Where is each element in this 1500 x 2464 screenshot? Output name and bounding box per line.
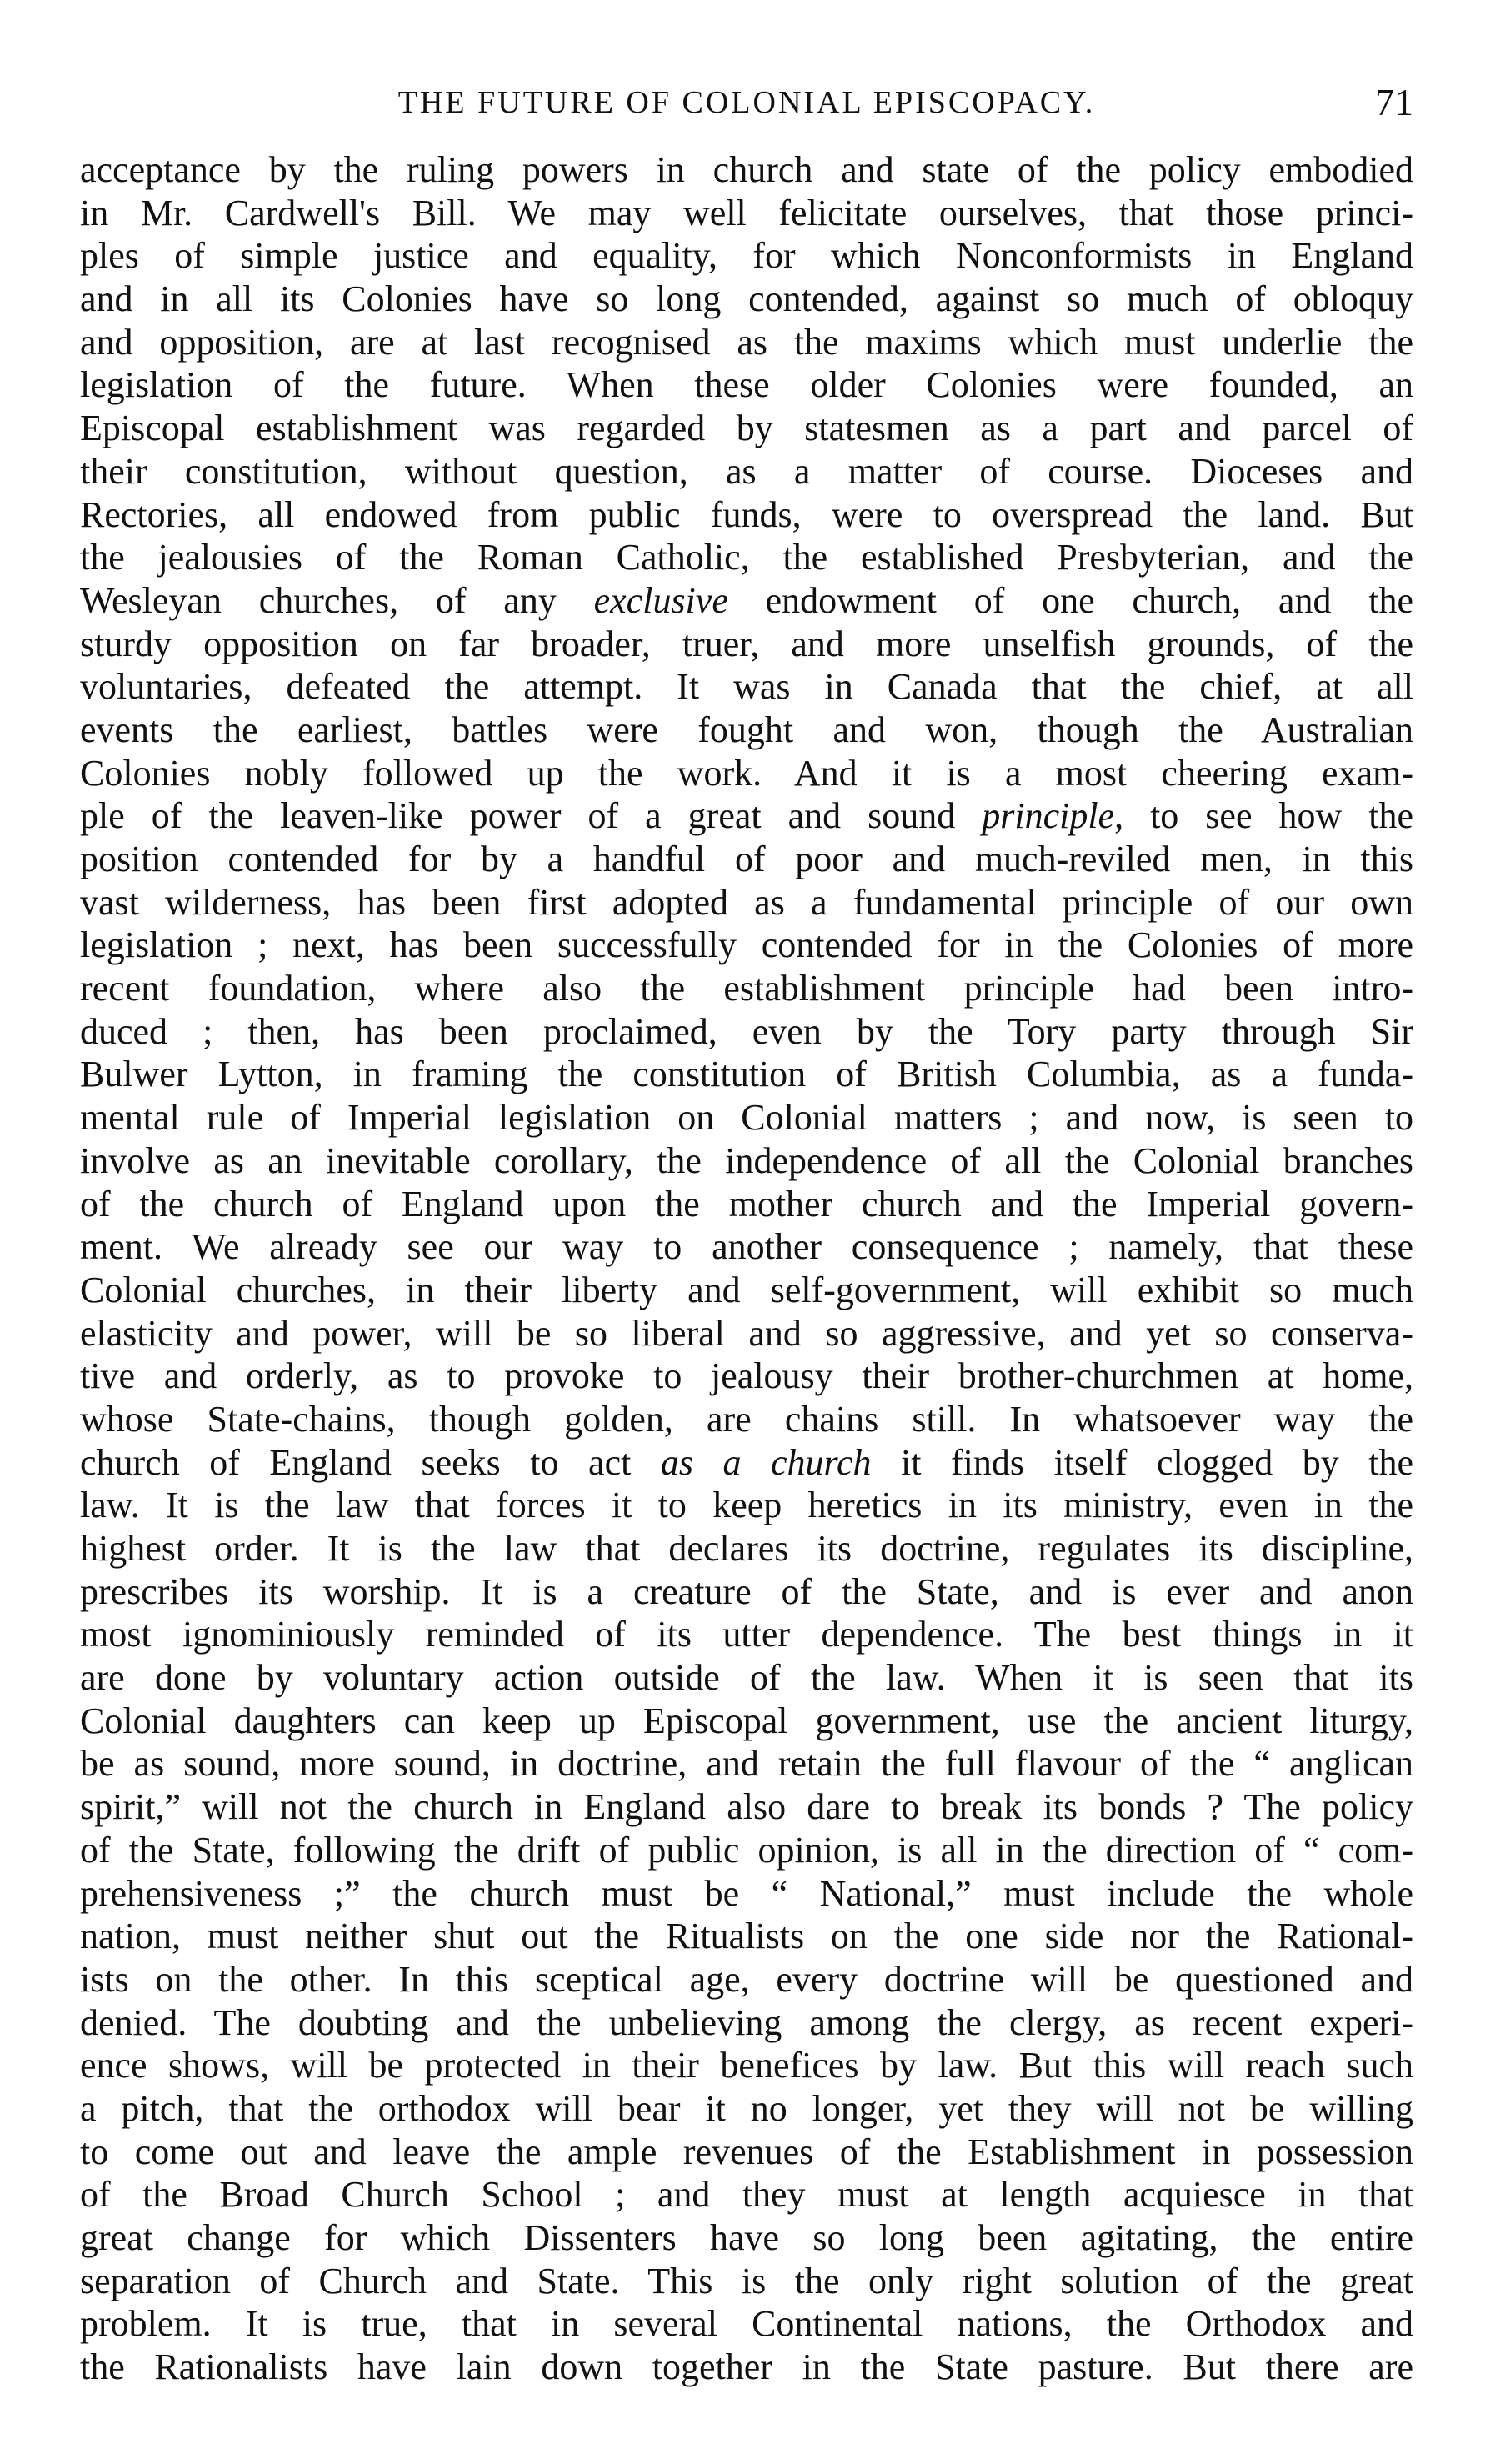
text-line: and opposition, are at last recognised as the maxims which must underlie the [80, 321, 1413, 363]
italic-phrase: principle [982, 795, 1115, 837]
page-number: 71 [1375, 81, 1413, 123]
text-line: law. It is the law that forces it to keep heretics in its ministry, even in the [80, 1485, 1413, 1526]
text-line: their constitution, without question, as a matter of course. Dioceses and [80, 450, 1413, 492]
text-line: problem. It is true, that in several Continental nations, the Orthodox and [80, 2303, 1413, 2345]
text-line: whose State-chains, though golden, are chains still. In whatsoever way the [80, 1398, 1413, 1440]
text-line: elasticity and power, will be so liberal and so aggressive, and yet so conserva- [80, 1312, 1413, 1354]
text-line: to come out and leave the ample revenues of the Establishment in possession [80, 2131, 1413, 2172]
text-line: Wesleyan churches, of any exclusive endowment of one church, and the [80, 579, 1413, 621]
text-line: legislation of the future. When these older Colonies were founded, an [80, 364, 1413, 406]
text-line: mental rule of Imperial legislation on Colonial matters ; and now, is seen to [80, 1097, 1413, 1139]
text-line: legislation ; next, has been successfully contended for in the Colonies of more [80, 924, 1413, 966]
text-line: recent foundation, where also the establishment principle had been intro- [80, 968, 1413, 1009]
text-line: events the earliest, battles were fought and won, though the Australian [80, 709, 1413, 750]
text-line: Rectories, all endowed from public funds, were to overspread the land. But [80, 493, 1413, 535]
text-line: most ignominiously reminded of its utter dependence. The best things in it [80, 1614, 1413, 1655]
text-line: in Mr. Cardwell's Bill. We may well felicitate ourselves, that those princi- [80, 192, 1413, 233]
text-line: voluntaries, defeated the attempt. It was in Canada that the chief, at all [80, 666, 1413, 708]
running-head [80, 73, 1413, 132]
text-line: Episcopal establishment was regarded by statesmen as a part and parcel of [80, 408, 1413, 449]
text-line: highest order. It is the law that declares its doctrine, regulates its discipline, [80, 1528, 1413, 1569]
text-line: great change for which Dissenters have so long been agitating, the entire [80, 2217, 1413, 2258]
text-line: Colonial daughters can keep up Episcopal government, use the ancient liturgy, [80, 1700, 1413, 1741]
text-line: prescribes its worship. It is a creature of the State, and is ever and anon [80, 1570, 1413, 1612]
text-line: Colonial churches, in their liberty and self-government, will exhibit so much [80, 1269, 1413, 1310]
text-line: position contended for by a handful of poor and much-reviled men, in this [80, 839, 1413, 879]
text-line: acceptance by the ruling powers in church and state of the policy embodied [80, 149, 1413, 190]
text-line: separation of Church and State. This is the only right solution of the great [80, 2260, 1413, 2301]
italic-phrase: exclusive [593, 579, 728, 621]
text-line: vast wilderness, has been first adopted as a fundamental principle of our own [80, 881, 1413, 923]
text-line: church of England seeks to act as a church it finds itself clogged by the [80, 1441, 1413, 1483]
text-line: involve as an inevitable corollary, the independence of all the Colonial branches [80, 1139, 1413, 1181]
text-line: of the church of England upon the mother church and the Imperial govern- [80, 1183, 1413, 1224]
text-line: the Rationalists have lain down together in the State pasture. But there are [80, 2346, 1413, 2388]
italic-phrase: as a church [660, 1441, 872, 1483]
text-line: Colonies nobly followed up the work. And it is a most cheering exam- [80, 752, 1413, 794]
text-line: of the Broad Church School ; and they must at length acquiesce in that [80, 2174, 1413, 2216]
text-line: ence shows, will be protected in their benefices by law. But this will reach such [80, 2045, 1413, 2086]
text-line: the jealousies of the Roman Catholic, the established Presbyterian, and the [80, 537, 1413, 578]
running-title: THE FUTURE OF COLONIAL EPISCOPACY. [398, 85, 1096, 120]
text-line: and in all its Colonies have so long contended, against so much of obloquy [80, 278, 1413, 320]
text-line: tive and orderly, as to provoke to jealousy their brother-churchmen at home, [80, 1355, 1413, 1397]
text-line: are done by voluntary action outside of the law. When it is seen that its [80, 1657, 1413, 1699]
text-line: ists on the other. In this sceptical age, every doctrine will be questioned and [80, 1958, 1413, 2000]
text-line: ment. We already see our way to another consequence ; namely, that these [80, 1226, 1413, 1268]
text-line: ples of simple justice and equality, for which Nonconformists in England [80, 235, 1413, 277]
text-line: be as sound, more sound, in doctrine, and retain the full flavour of the “ anglican [80, 1743, 1413, 1785]
text-line: ple of the leaven-like power of a great and sound principle, to see how the [80, 795, 1413, 837]
text-line: Bulwer Lytton, in framing the constitution of British Columbia, as a funda- [80, 1054, 1413, 1095]
text-line: spirit,” will not the church in England also dare to break its bonds ? The policy [80, 1786, 1413, 1828]
text-line: prehensiveness ;” the church must be “ National,” must include the whole [80, 1872, 1413, 1914]
body-text [80, 148, 1413, 2389]
text-line: denied. The doubting and the unbelieving among the clergy, as recent experi- [80, 2001, 1413, 2043]
text-line: sturdy opposition on far broader, truer, and more unselfish grounds, of the [80, 623, 1413, 664]
text-line: nation, must neither shut out the Ritualists on the one side nor the Rational- [80, 1916, 1413, 1957]
text-line: a pitch, that the orthodox will bear it no longer, yet they will not be willing [80, 2087, 1413, 2129]
text-line: duced ; then, has been proclaimed, even by the Tory party through Sir [80, 1010, 1413, 1052]
text-line: of the State, following the drift of public opinion, is all in the direction of “ com- [80, 1829, 1413, 1871]
